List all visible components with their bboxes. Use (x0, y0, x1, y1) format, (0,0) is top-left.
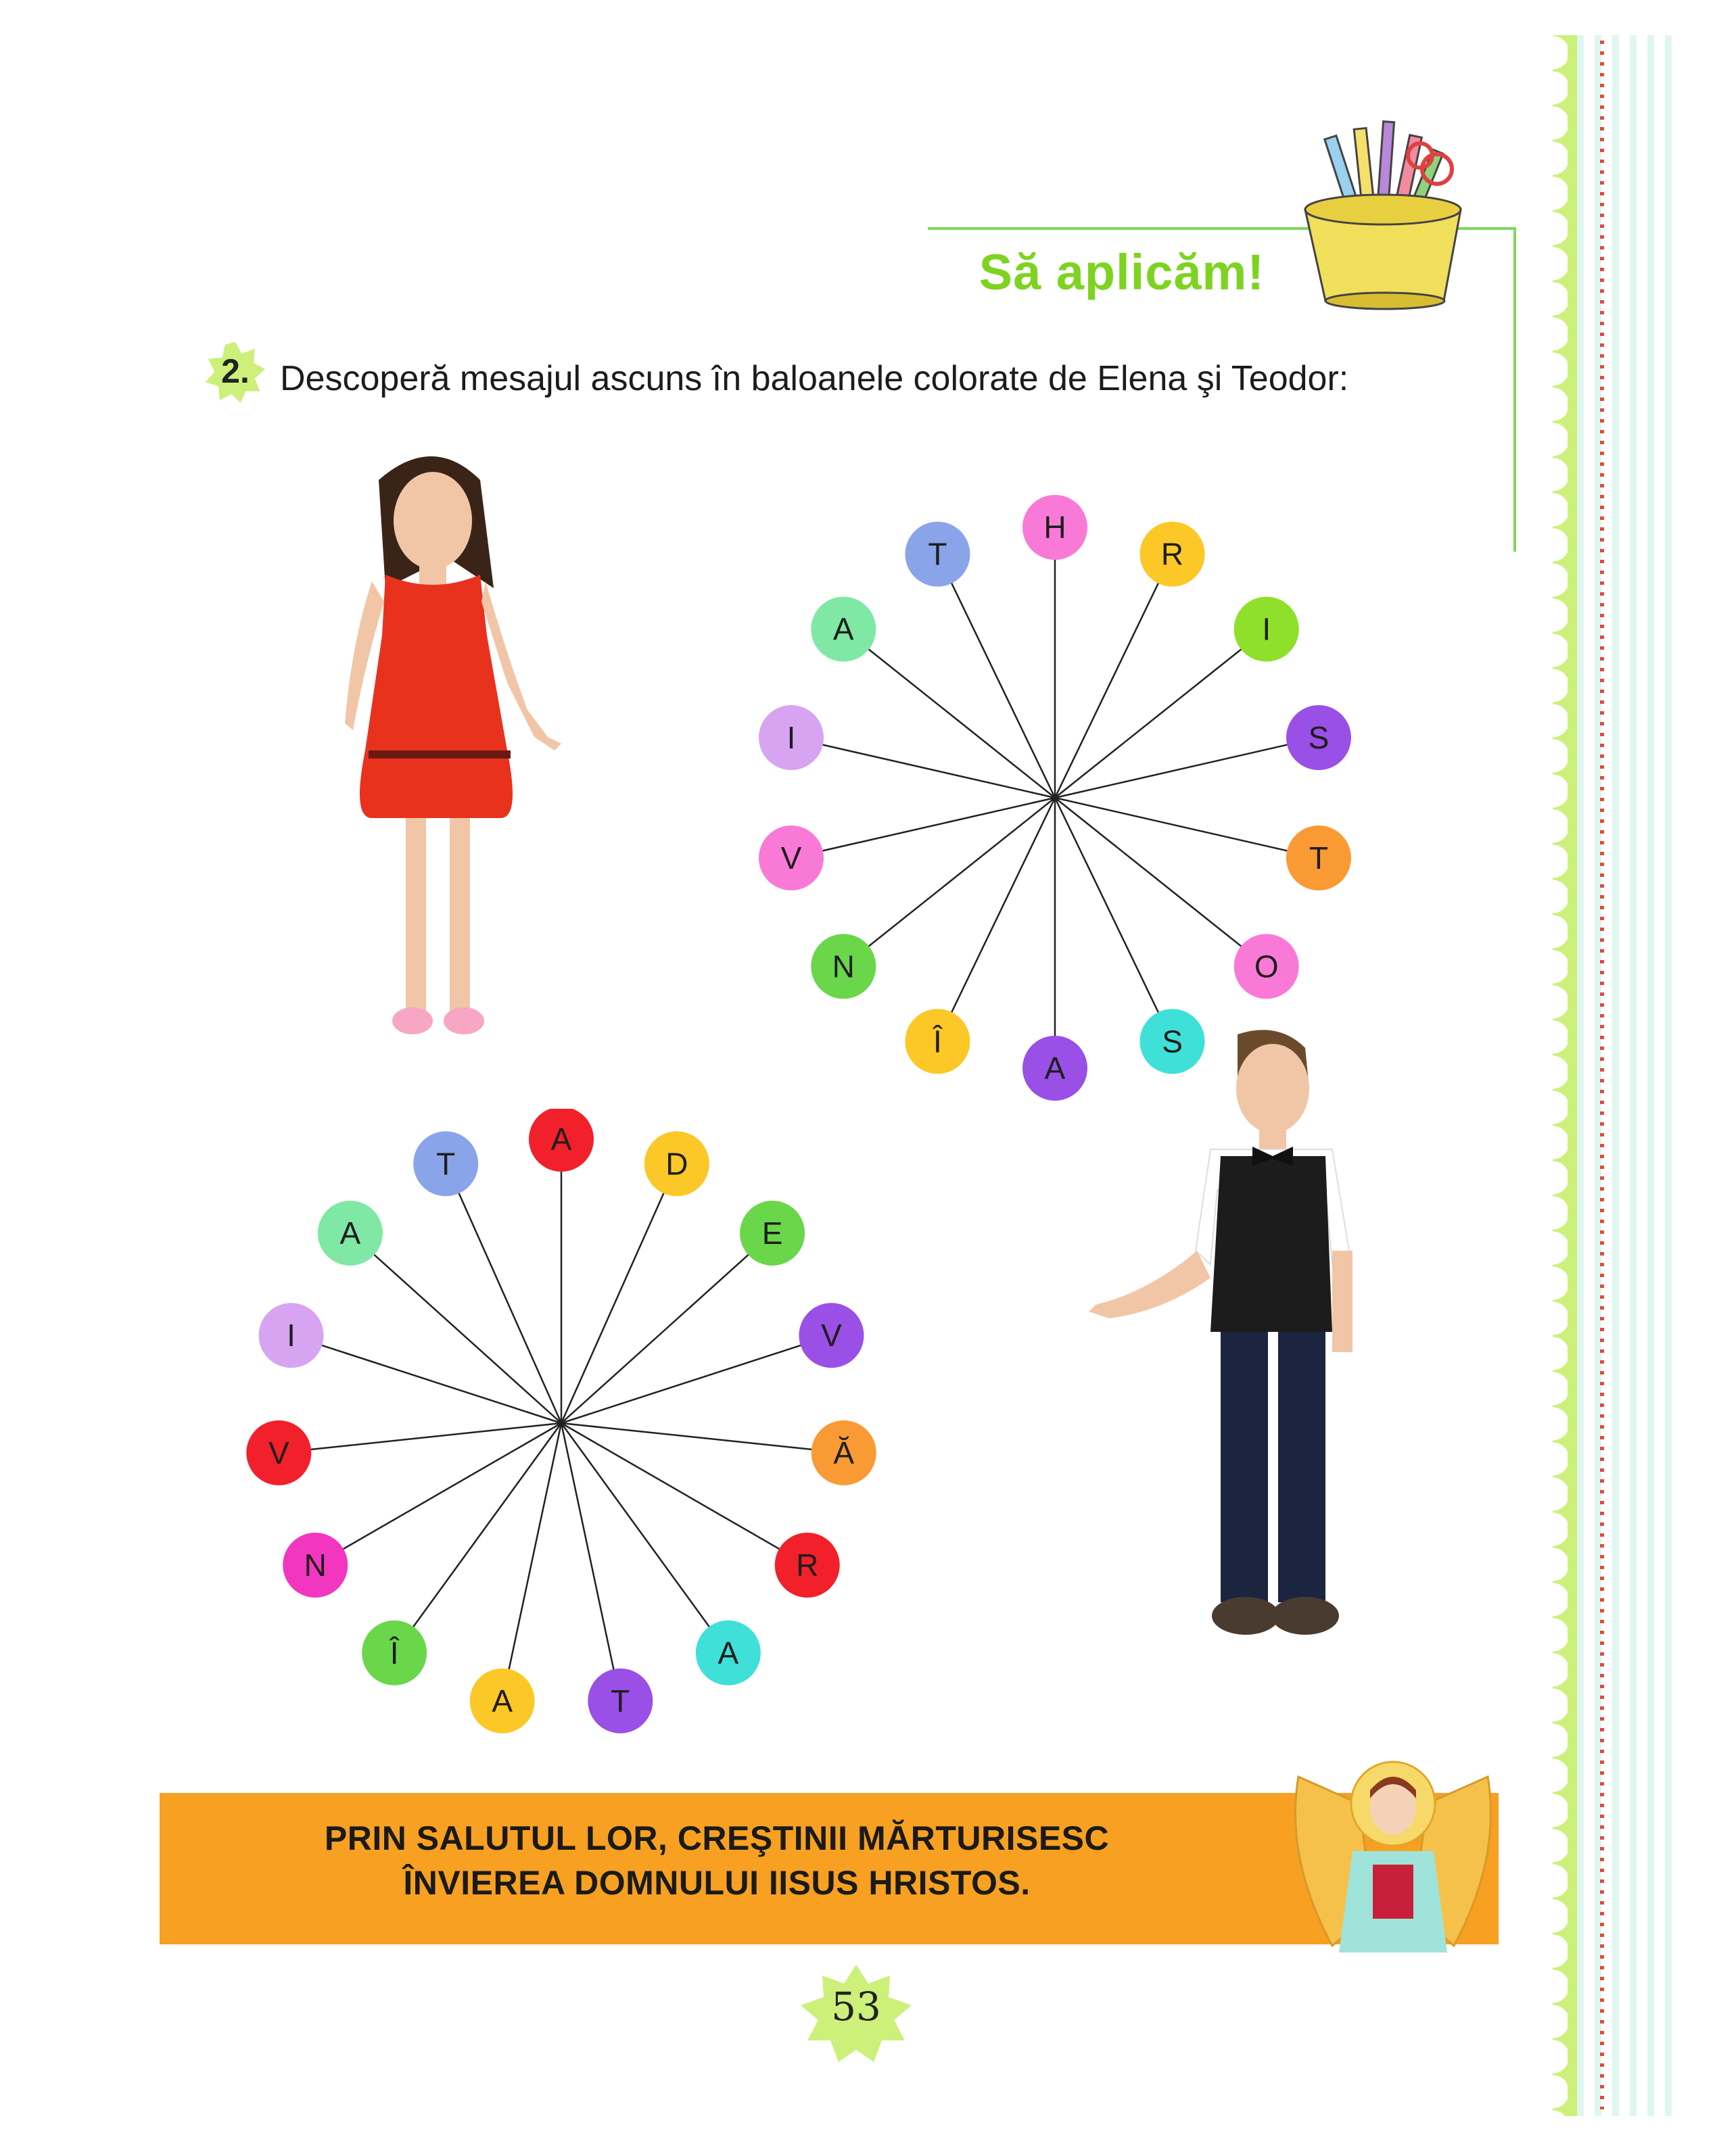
balloon-letter: N (304, 1548, 327, 1583)
header-vertical-line (1513, 227, 1516, 552)
balloon-letter: S (1308, 719, 1330, 755)
balloon-string (791, 798, 1055, 858)
section-title: Să aplicăm! (979, 244, 1265, 300)
balloon (1022, 495, 1087, 560)
balloon (246, 1420, 311, 1485)
balloon-letter: T (928, 536, 947, 572)
balloon (259, 1303, 324, 1368)
balloon (413, 1131, 478, 1196)
pencil-cup-icon (1285, 108, 1481, 311)
balloon-string (1055, 738, 1319, 798)
page-number: 53 (831, 1984, 881, 2030)
balloon (283, 1533, 348, 1598)
balloon-letter: A (718, 1635, 739, 1671)
balloon (1234, 934, 1299, 999)
balloon (1234, 597, 1299, 662)
task-number: 2. (221, 352, 250, 390)
balloon-letter: A (339, 1215, 361, 1251)
balloon-letter: I (1262, 611, 1271, 647)
balloon-string (1055, 798, 1173, 1041)
balloon-string (1055, 554, 1173, 798)
balloon-string (1055, 798, 1267, 966)
balloon (905, 1009, 970, 1074)
balloon-letter: O (1254, 949, 1279, 984)
balloon (1140, 522, 1205, 587)
balloon (905, 522, 970, 587)
balloon-letter: Ă (833, 1435, 855, 1470)
banner-line-1: PRIN SALUTUL LOR, CREŞTINII MĂRTURISESC (324, 1819, 1110, 1857)
balloon-letter: H (1043, 510, 1066, 545)
angel-icon (1271, 1750, 1515, 1953)
balloon-letter: I (287, 1318, 296, 1354)
balloon (588, 1669, 653, 1733)
balloon-string (1055, 629, 1267, 798)
balloon-string (791, 738, 1055, 798)
balloon (1286, 825, 1351, 890)
balloon-string (446, 1164, 561, 1423)
side-border-dots (1600, 41, 1604, 2109)
balloon-letter: A (492, 1683, 513, 1719)
balloon-letter: I (786, 719, 796, 755)
balloon-letter: S (1162, 1024, 1183, 1059)
balloon (644, 1131, 709, 1196)
balloon-letter: A (1044, 1051, 1066, 1086)
balloon-string (561, 1233, 772, 1423)
balloon (470, 1669, 535, 1733)
balloon-string (843, 629, 1055, 798)
balloon-letter: V (780, 840, 802, 876)
banner-line-2: ÎNVIEREA DOMNULUI IISUS HRISTOS. (403, 1864, 1031, 1902)
balloon-letter: V (821, 1318, 842, 1354)
balloon (811, 597, 876, 662)
balloon (1286, 705, 1351, 770)
balloon-string (561, 1164, 677, 1423)
balloon-letter: N (832, 949, 855, 984)
balloon-string (1055, 798, 1319, 858)
balloon-letter: D (665, 1146, 688, 1182)
balloon-letter: T (1309, 840, 1329, 876)
balloon-wheel-top (730, 473, 1380, 1122)
balloon (696, 1621, 761, 1685)
balloon-string (937, 798, 1055, 1041)
balloon-letter: R (1160, 536, 1184, 572)
balloon-letter: A (550, 1122, 572, 1157)
balloon (775, 1533, 840, 1598)
balloon (740, 1201, 805, 1266)
balloon (759, 705, 824, 770)
balloon (529, 1109, 594, 1172)
balloon-string (561, 1335, 831, 1423)
balloon (1022, 1036, 1087, 1101)
balloon (811, 934, 876, 999)
balloon-string (350, 1233, 561, 1423)
balloon (1140, 1009, 1205, 1074)
balloon-string (937, 554, 1055, 798)
side-border-stripes (1577, 35, 1678, 2116)
balloon (318, 1201, 383, 1266)
balloon (362, 1621, 427, 1685)
balloon (812, 1420, 876, 1485)
girl-red-dress-illustration (304, 439, 588, 1048)
balloon-string (291, 1335, 561, 1423)
balloon-letter: E (761, 1215, 783, 1251)
balloon-letter: A (832, 611, 854, 647)
balloon-letter: T (611, 1683, 630, 1719)
balloon-letter: T (436, 1146, 456, 1182)
balloon-wheel-bottom (230, 1109, 893, 1771)
balloon (799, 1303, 864, 1368)
task-instruction: Descoperă mesajul ascuns în baloanele colorate de Elena şi Teodor: (280, 359, 1349, 398)
balloon-string (843, 798, 1055, 966)
balloon-letter: Î (933, 1024, 942, 1059)
balloon-letter: V (268, 1435, 289, 1470)
balloon-letter: R (796, 1548, 819, 1583)
balloon-letter: Î (390, 1635, 399, 1671)
balloon (759, 825, 824, 890)
